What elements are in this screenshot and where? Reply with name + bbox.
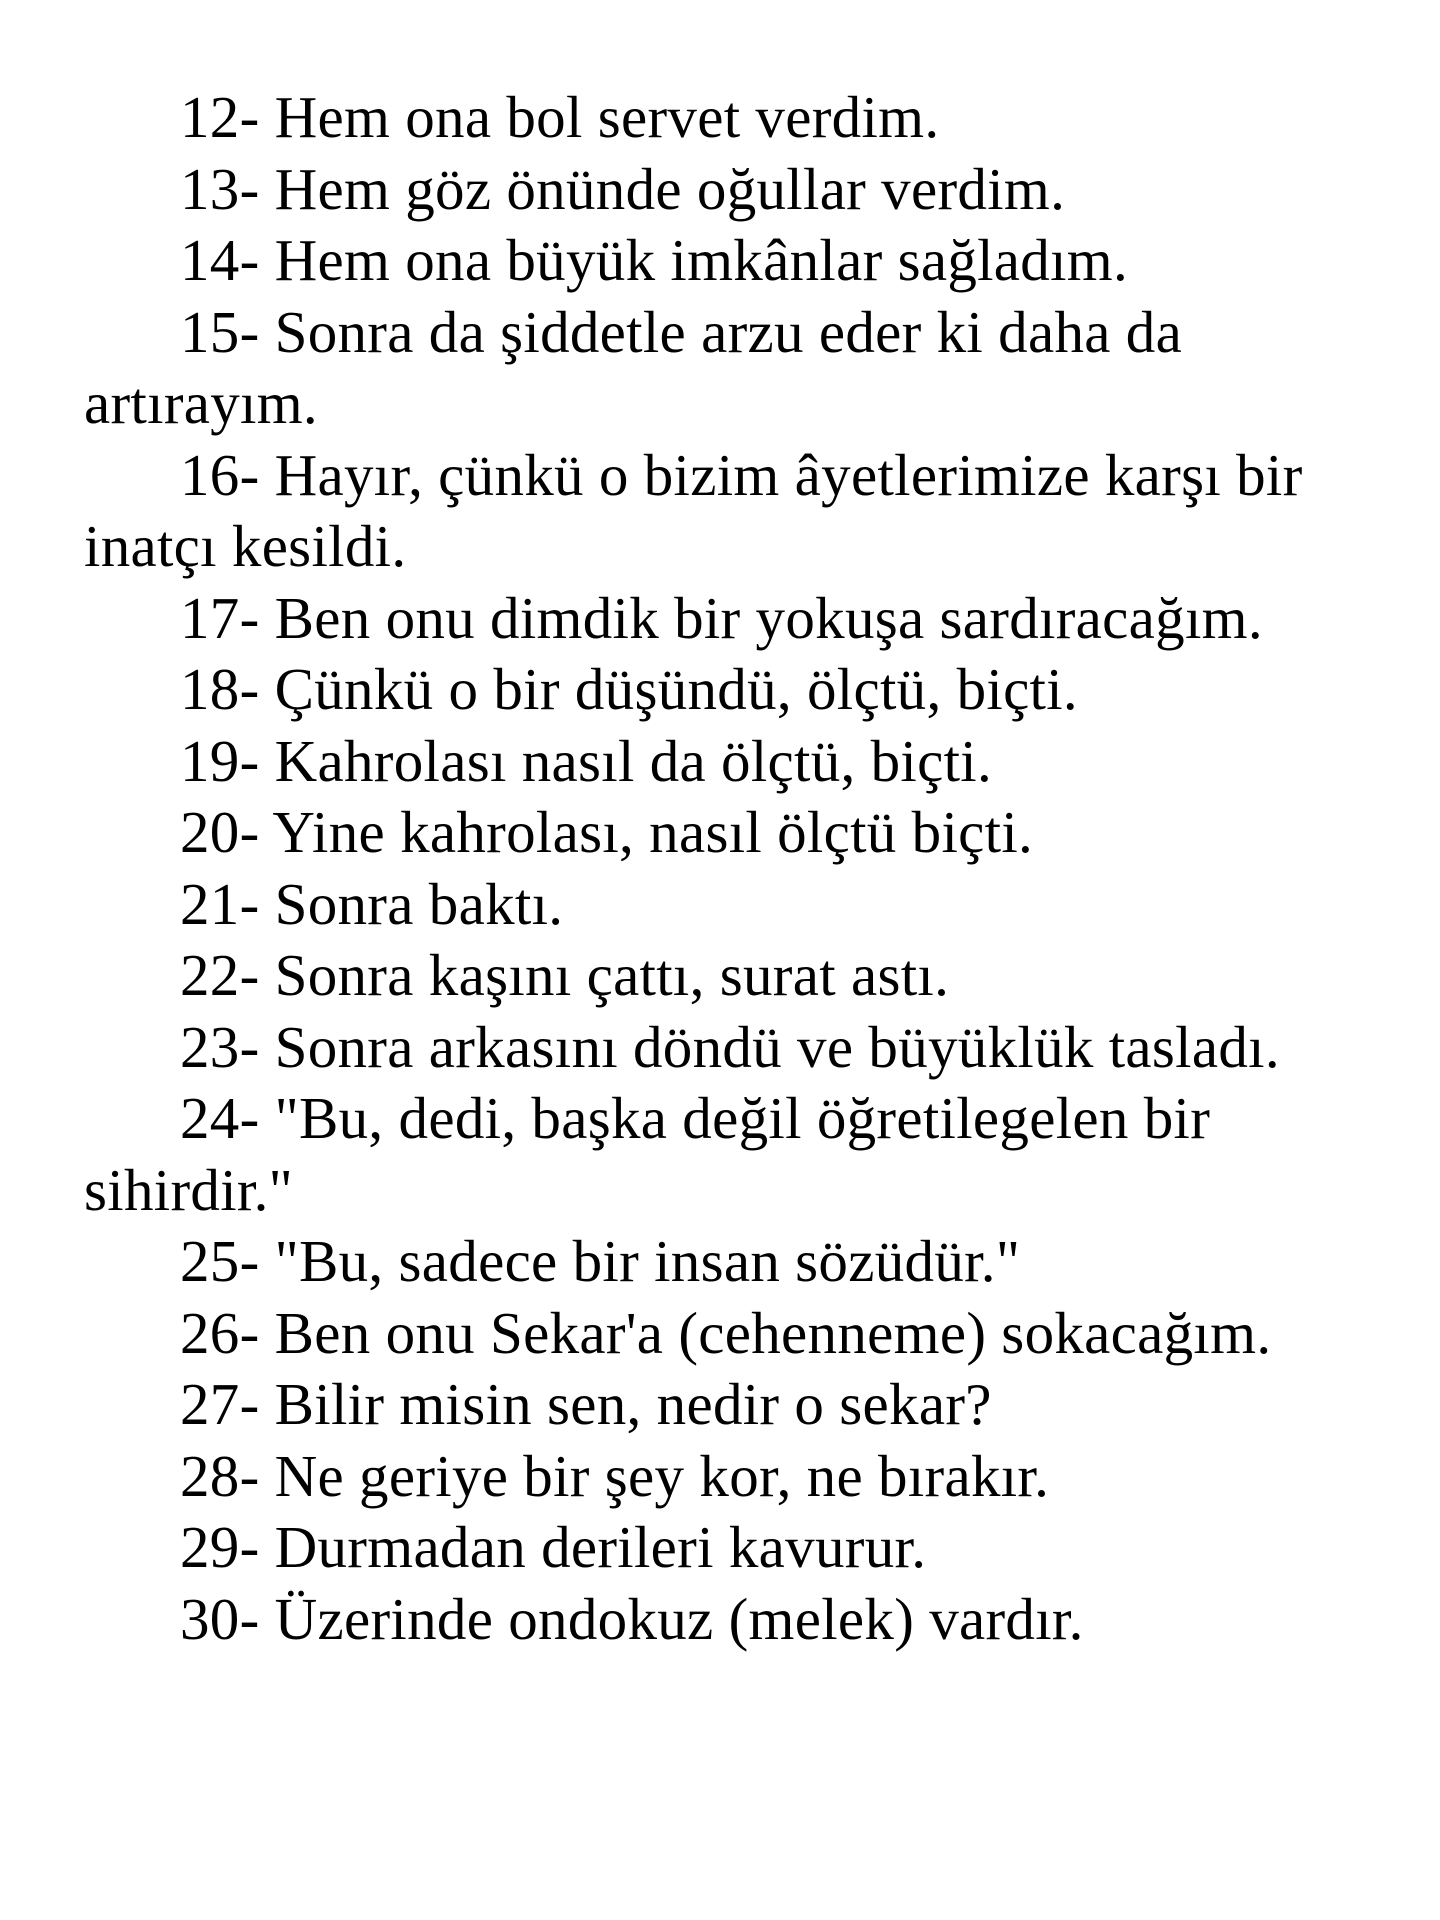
verse-20: 20- Yine kahrolası, nasıl ölçtü biçti.	[180, 799, 1034, 865]
verse-12: 12- Hem ona bol servet verdim.	[180, 84, 940, 150]
verse-18: 18- Çünkü o bir düşündü, ölçtü, biçti.	[180, 656, 1078, 722]
verse-26: 26- Ben onu Sekar'a (cehenneme) sokacağım.	[180, 1299, 1272, 1366]
verse-16: 16- Hayır, çünkü o bizim âyetlerimize karşı bir inatçı kesildi.	[84, 441, 1303, 579]
verse-27: 27- Bilir misin sen, nedir o sekar?	[180, 1371, 992, 1437]
verse-22: 22- Sonra kaşını çattı, surat astı.	[180, 942, 950, 1008]
verse-17: 17- Ben onu dimdik bir yokuşa sardıracağım.	[180, 584, 1263, 651]
verse-21: 21- Sonra baktı.	[180, 870, 564, 937]
verse-14: 14- Hem ona büyük imkânlar sağladım.	[180, 227, 1129, 293]
verse-23: 23- Sonra arkasını döndü ve büyüklük tasladı.	[180, 1013, 1280, 1080]
verse-25: 25- "Bu, sadece bir insan sözüdür."	[180, 1228, 1021, 1294]
verse-24: 24- "Bu, dedi, başka değil öğretilegelen bir sihirdir."	[84, 1085, 1211, 1223]
verse-28: 28- Ne geriye bir şey kor, ne bırakır.	[180, 1442, 1050, 1509]
verse-29: 29- Durmadan derileri kavurur.	[180, 1514, 927, 1580]
verse-30: 30- Üzerinde ondokuz (melek) vardır.	[180, 1585, 1084, 1652]
document-page	[84, 82, 1404, 1655]
verse-13: 13- Hem göz önünde oğullar verdim.	[180, 155, 1066, 222]
verse-19: 19- Kahrolası nasıl da ölçtü, biçti.	[180, 727, 993, 794]
verse-15: 15- Sonra da şiddetle arzu eder ki daha da artırayım.	[84, 298, 1183, 436]
